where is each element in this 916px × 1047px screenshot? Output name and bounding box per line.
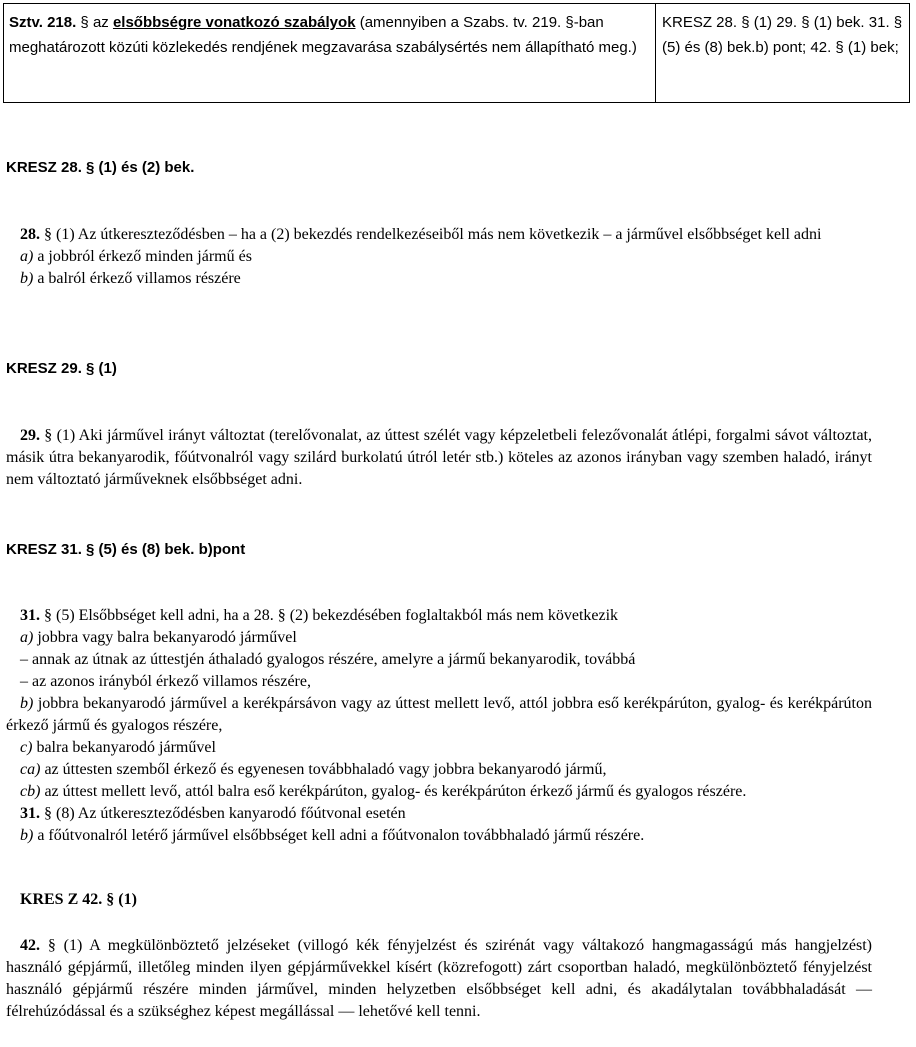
item-text: balra bekanyarodó járművel xyxy=(32,739,216,756)
section-heading-42: KRES Z 42. § (1) xyxy=(20,891,137,908)
item-label: b) xyxy=(20,270,34,287)
item-label: a) xyxy=(20,248,34,265)
item-label: ca) xyxy=(20,761,41,778)
item-label: b) xyxy=(20,695,34,712)
section-body-42 xyxy=(6,935,872,1023)
paragraph-number: 31. xyxy=(20,805,40,822)
section-body-29 xyxy=(6,425,872,491)
item-text: – annak az útnak az úttestjén áthaladó gyalogos részére, amelyre a jármű bekanyarodik, továbbá xyxy=(20,651,636,668)
item-text: a főútvonalról letérő járművel elsőbbséget kell adni a főútvonalon továbbhaladó jármű részére. xyxy=(33,827,645,844)
item-label: cb) xyxy=(20,783,41,800)
item-text: jobbra bekanyarodó járművel a kerékpársávon vagy az úttest mellett levő, attól jobbra eső kerékpárúton, gyalog- és kerékpárúton érkező jármű és gyalogos részére, xyxy=(6,695,872,734)
paragraph-text: § (8) Az útkereszteződésben kanyarodó főútvonal esetén xyxy=(40,805,406,822)
reference-table xyxy=(3,3,910,103)
paragraph-number: 28. xyxy=(20,226,40,243)
table-cell-references: KRESZ 28. § (1) 29. § (1) bek. 31. § (5) és (8) bek.b) pont; 42. § (1) bek; xyxy=(662,14,903,56)
item-text: – az azonos irányból érkező villamos részére, xyxy=(20,673,311,690)
section-heading-29: KRESZ 29. § (1) xyxy=(6,360,117,377)
item-text: a jobbról érkező minden jármű és xyxy=(33,248,252,265)
item-label: b) xyxy=(20,827,34,844)
paragraph-text: § (1) A megkülönböztető jelzéseket (villogó kék fényjelzést és szirénát vagy váltakozó hangmagasságú más hangjelzést) használó gépjármű, illetőleg minden ilyen gépjárművekkel kísért (közrefogott) zárt csoportban haladó, megkülönböztető fényjelzést használó gépjármű részére minden járművel, minden helyzetben elsőbbséget kell adni, és akadálytalan továbbhaladását — félrehúzódással és a szükséghez képest megállással — lehetővé kell tenni. xyxy=(6,937,872,1020)
item-label: c) xyxy=(20,739,33,756)
section-body-28 xyxy=(6,224,872,290)
item-text: az úttest mellett levő, attól balra eső kerékpárúton, gyalog- és kerékpárúton érkező jármű és gyalogos részére. xyxy=(40,783,747,800)
paragraph-number: 31. xyxy=(20,607,40,624)
paragraph-text: § (1) Aki járművel irányt változtat (terelővonalat, az úttest szélét vagy képzeletbeli felezővonalát átlépi, forgalmi sávot változtat, másik útra bekanyarodik, főútvonalról vagy szilárd burkolatú útról letér stb.) köteles az azonos irányban vagy szemben haladó, irányt nem változtató járműveknek elsőbbséget adni. xyxy=(6,427,872,488)
table-cell-offense xyxy=(4,4,656,102)
paragraph-text: § (1) Az útkereszteződésben – ha a (2) bekezdés rendelkezéseiből más nem következik – a járművel elsőbbséget kell adni xyxy=(40,226,822,243)
offense-code: Sztv. 218. xyxy=(9,14,77,31)
section-heading-28: KRESZ 28. § (1) és (2) bek. xyxy=(6,159,195,176)
section-body-31 xyxy=(6,605,872,847)
item-text: a balról érkező villamos részére xyxy=(33,270,241,287)
item-text: jobbra vagy balra bekanyarodó járművel xyxy=(33,629,297,646)
section-heading-31: KRESZ 31. § (5) és (8) bek. b)pont xyxy=(6,541,246,558)
offense-rule-title: elsőbbségre vonatkozó szabályok xyxy=(112,14,356,31)
paragraph-number: 29. xyxy=(20,427,40,444)
offense-prefix: § az xyxy=(76,14,113,31)
item-label: a) xyxy=(20,629,34,646)
paragraph-number: 42. xyxy=(20,937,40,954)
offense-condition: (amennyiben a Szabs. tv. 219. §-ban meghatározott közúti közlekedés rendjének megzavarása szabálysértés nem állapítható meg.) xyxy=(9,14,637,56)
paragraph-text: § (5) Elsőbbséget kell adni, ha a 28. § (2) bekezdésében foglaltakból más nem következik xyxy=(40,607,619,624)
item-text: az úttesten szemből érkező és egyenesen továbbhaladó vagy jobbra bekanyarodó jármű, xyxy=(40,761,607,778)
